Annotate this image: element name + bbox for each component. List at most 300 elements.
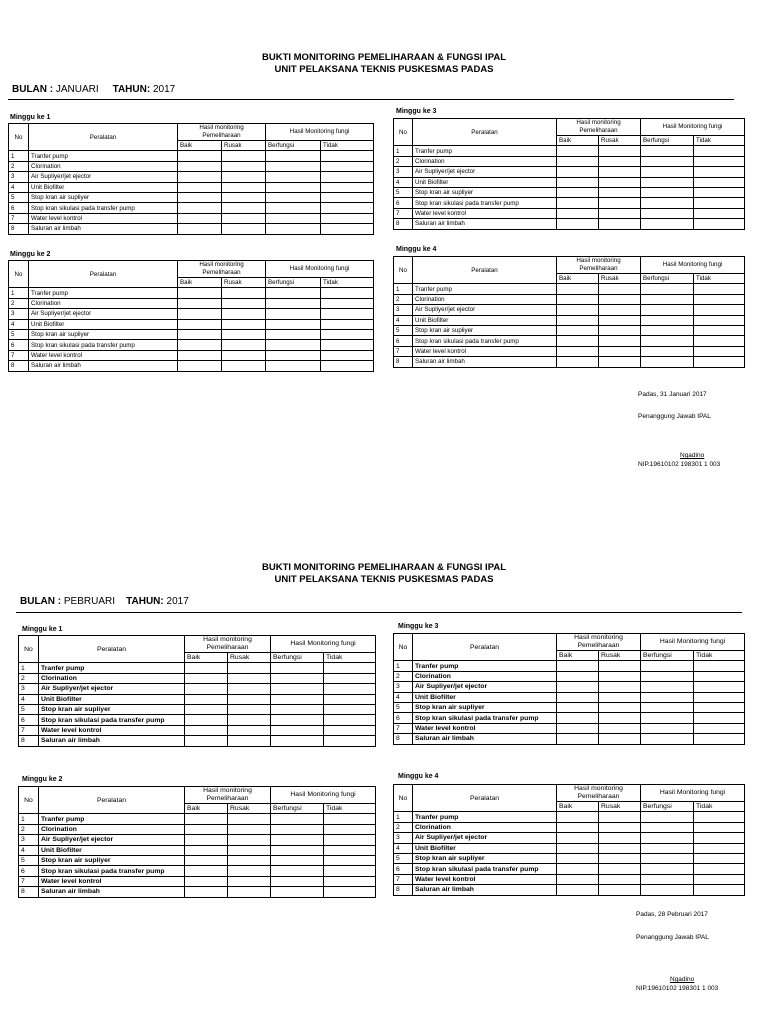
subheader-rusak: Rusak: [222, 141, 266, 151]
equipment-name: Stop kran air supliyer: [39, 855, 185, 865]
check-cell: [324, 673, 376, 683]
row-number: 8: [394, 219, 413, 229]
check-cell: [324, 876, 376, 886]
row-number: 6: [19, 866, 39, 876]
check-cell: [222, 172, 266, 182]
check-cell: [324, 824, 376, 834]
row-number: 1: [19, 663, 39, 673]
table-row: [19, 663, 376, 673]
check-cell: [557, 661, 599, 671]
check-cell: [557, 702, 599, 712]
table-row: [9, 329, 374, 339]
check-cell: [641, 156, 694, 166]
check-cell: [694, 177, 745, 187]
monitoring-table: [8, 260, 374, 372]
row-number: 3: [19, 684, 39, 694]
column-header-peralatan: Peralatan: [39, 787, 185, 814]
equipment-name: Unit Biofilter: [413, 177, 557, 187]
signature-place-date: Padas, 31 Januari 2017: [638, 391, 707, 398]
equipment-name: Air Supliyer/jet ejector: [29, 309, 178, 319]
check-cell: [557, 682, 599, 692]
subheader-baik: Baik: [557, 651, 599, 661]
column-header-peralatan: Peralatan: [29, 261, 178, 288]
table-row: [19, 855, 376, 865]
check-cell: [599, 315, 641, 325]
check-cell: [599, 198, 641, 208]
equipment-name: Saluran air limbah: [413, 734, 557, 744]
check-cell: [641, 833, 694, 843]
check-cell: [222, 361, 266, 371]
check-cell: [694, 833, 745, 843]
row-number: 8: [19, 887, 39, 897]
subheader-rusak: Rusak: [228, 804, 271, 814]
column-header-pemeliharaan: Hasil monitoring Pemeliharaan: [185, 636, 271, 653]
equipment-name: Stop kran air supliyer: [413, 702, 557, 712]
check-cell: [228, 845, 271, 855]
row-number: 2: [394, 156, 413, 166]
subheader-baik: Baik: [178, 141, 222, 151]
equipment-name: Air Supliyer/jet ejector: [39, 835, 185, 845]
check-cell: [178, 319, 222, 329]
row-number: 5: [9, 329, 29, 339]
table-row: [19, 704, 376, 714]
table-row: [394, 661, 745, 671]
table-row: [394, 692, 745, 702]
equipment-name: Unit Biofilter: [29, 182, 178, 192]
column-header-pemeliharaan: Hasil monitoring Pemeliharaan: [557, 119, 641, 136]
row-number: 4: [19, 694, 39, 704]
check-cell: [178, 224, 222, 234]
check-cell: [641, 177, 694, 187]
row-number: 8: [19, 736, 39, 746]
check-cell: [694, 219, 745, 229]
row-number: 5: [19, 855, 39, 865]
column-header-peralatan: Peralatan: [413, 634, 557, 661]
subheader-tidak: Tidak: [694, 136, 745, 146]
equipment-name: Stop kran air supliyer: [39, 704, 185, 714]
check-cell: [266, 213, 321, 223]
check-cell: [557, 325, 599, 335]
check-cell: [599, 734, 641, 744]
equipment-name: Saluran air limbah: [413, 357, 557, 367]
check-cell: [694, 346, 745, 356]
check-cell: [599, 864, 641, 874]
column-header-no: No: [394, 785, 413, 812]
check-cell: [694, 843, 745, 853]
row-number: 3: [9, 172, 29, 182]
subheader-berfungsi: Berfungsi: [271, 804, 324, 814]
check-cell: [271, 835, 324, 845]
check-cell: [641, 713, 694, 723]
table-row: [394, 187, 745, 197]
equipment-name: Water level kontrol: [413, 723, 557, 733]
check-cell: [266, 319, 321, 329]
check-cell: [557, 219, 599, 229]
equipment-name: Unit Biofilter: [413, 692, 557, 702]
check-cell: [185, 694, 228, 704]
column-header-pemeliharaan: Hasil monitoring Pemeliharaan: [557, 634, 641, 651]
check-cell: [228, 725, 271, 735]
row-number: 4: [394, 177, 413, 187]
check-cell: [641, 864, 694, 874]
check-cell: [228, 855, 271, 865]
table-row: [9, 309, 374, 319]
row-number: 7: [19, 725, 39, 735]
equipment-name: Unit Biofilter: [39, 845, 185, 855]
check-cell: [178, 182, 222, 192]
subheader-rusak: Rusak: [228, 653, 271, 663]
check-cell: [599, 822, 641, 832]
check-cell: [599, 812, 641, 822]
check-cell: [599, 713, 641, 723]
check-cell: [321, 298, 374, 308]
check-cell: [228, 736, 271, 746]
check-cell: [641, 146, 694, 156]
equipment-name: Air Supliyer/jet ejector: [413, 833, 557, 843]
equipment-name: Clorination: [39, 824, 185, 834]
monitoring-table: [393, 784, 745, 896]
equipment-name: Clorination: [29, 298, 178, 308]
check-cell: [599, 167, 641, 177]
check-cell: [641, 187, 694, 197]
row-number: 1: [394, 284, 413, 294]
check-cell: [271, 887, 324, 897]
column-header-peralatan: Peralatan: [413, 119, 557, 146]
check-cell: [266, 151, 321, 161]
subheader-berfungsi: Berfungsi: [266, 141, 321, 151]
check-cell: [271, 684, 324, 694]
check-cell: [222, 319, 266, 329]
check-cell: [266, 172, 321, 182]
subheader-baik: Baik: [185, 804, 228, 814]
signature-nip: NIP.19610102 198301 1 003: [638, 461, 721, 468]
check-cell: [557, 336, 599, 346]
check-cell: [266, 203, 321, 213]
subheader-tidak: Tidak: [694, 274, 745, 284]
equipment-name: Clorination: [29, 161, 178, 171]
column-header-pemeliharaan: Hasil monitoring Pemeliharaan: [178, 124, 266, 141]
check-cell: [694, 336, 745, 346]
check-cell: [599, 853, 641, 863]
table-row: [394, 723, 745, 733]
check-cell: [694, 661, 745, 671]
check-cell: [641, 661, 694, 671]
table-row: [394, 219, 745, 229]
equipment-name: Stop kran sikulasi pada transfer pump: [413, 864, 557, 874]
equipment-name: Unit Biofilter: [413, 315, 557, 325]
row-number: 5: [394, 853, 413, 863]
check-cell: [271, 855, 324, 865]
check-cell: [228, 824, 271, 834]
check-cell: [178, 309, 222, 319]
check-cell: [557, 357, 599, 367]
check-cell: [641, 315, 694, 325]
check-cell: [599, 294, 641, 304]
column-header-fungsi: Hasil Monitoring fungi: [641, 257, 745, 274]
check-cell: [178, 298, 222, 308]
check-cell: [599, 208, 641, 218]
check-cell: [321, 288, 374, 298]
check-cell: [641, 208, 694, 218]
equipment-name: Tranfer pump: [39, 663, 185, 673]
check-cell: [599, 692, 641, 702]
subheader-tidak: Tidak: [324, 804, 376, 814]
equipment-name: Clorination: [39, 673, 185, 683]
check-cell: [557, 734, 599, 744]
table-row: [394, 864, 745, 874]
check-cell: [228, 835, 271, 845]
row-number: 6: [394, 336, 413, 346]
check-cell: [694, 156, 745, 166]
check-cell: [694, 864, 745, 874]
check-cell: [557, 198, 599, 208]
check-cell: [641, 734, 694, 744]
row-number: 2: [9, 298, 29, 308]
check-cell: [185, 725, 228, 735]
subheader-berfungsi: Berfungsi: [641, 802, 694, 812]
check-cell: [185, 887, 228, 897]
equipment-name: Stop kran sikulasi pada transfer pump: [413, 336, 557, 346]
row-number: 4: [9, 182, 29, 192]
check-cell: [641, 843, 694, 853]
check-cell: [694, 208, 745, 218]
week-label: Minggu ke 4: [396, 246, 437, 253]
row-number: 4: [19, 845, 39, 855]
column-header-fungsi: Hasil Monitoring fungi: [641, 785, 745, 802]
table-row: [394, 146, 745, 156]
check-cell: [222, 288, 266, 298]
check-cell: [599, 702, 641, 712]
subheader-tidak: Tidak: [694, 651, 745, 661]
subheader-baik: Baik: [557, 274, 599, 284]
check-cell: [228, 876, 271, 886]
check-cell: [557, 885, 599, 895]
month-year-line: BULAN : JANUARI TAHUN: 2017: [12, 84, 176, 95]
table-row: [394, 713, 745, 723]
table-row: [394, 874, 745, 884]
check-cell: [599, 146, 641, 156]
week-label: Minggu ke 3: [396, 108, 437, 115]
equipment-name: Air Supliyer/jet ejector: [29, 172, 178, 182]
check-cell: [185, 824, 228, 834]
row-number: 7: [394, 208, 413, 218]
subheader-rusak: Rusak: [599, 136, 641, 146]
check-cell: [228, 684, 271, 694]
signature-place-date: Padas, 28 Pebruari 2017: [636, 911, 708, 918]
equipment-name: Air Supliyer/jet ejector: [413, 167, 557, 177]
check-cell: [185, 684, 228, 694]
check-cell: [321, 224, 374, 234]
monitoring-table: [8, 123, 374, 235]
table-row: [394, 167, 745, 177]
row-number: 7: [19, 876, 39, 886]
equipment-name: Air Supliyer/jet ejector: [413, 305, 557, 315]
check-cell: [271, 704, 324, 714]
check-cell: [324, 663, 376, 673]
check-cell: [557, 146, 599, 156]
monitoring-table: [18, 786, 376, 898]
check-cell: [557, 833, 599, 843]
row-number: 6: [9, 340, 29, 350]
check-cell: [222, 350, 266, 360]
check-cell: [178, 172, 222, 182]
table-row: [19, 824, 376, 834]
check-cell: [324, 845, 376, 855]
table-row: [9, 151, 374, 161]
check-cell: [321, 350, 374, 360]
check-cell: [185, 814, 228, 824]
row-number: 3: [394, 682, 413, 692]
check-cell: [694, 187, 745, 197]
column-header-fungsi: Hasil Monitoring fungi: [641, 634, 745, 651]
check-cell: [694, 325, 745, 335]
check-cell: [266, 350, 321, 360]
table-row: [9, 319, 374, 329]
monitoring-table: [393, 633, 745, 745]
equipment-name: Tranfer pump: [39, 814, 185, 824]
check-cell: [266, 288, 321, 298]
table-row: [394, 682, 745, 692]
check-cell: [321, 329, 374, 339]
subheader-tidak: Tidak: [694, 802, 745, 812]
equipment-name: Stop kran sikulasi pada transfer pump: [39, 715, 185, 725]
table-row: [394, 357, 745, 367]
check-cell: [178, 161, 222, 171]
check-cell: [599, 885, 641, 895]
check-cell: [641, 357, 694, 367]
check-cell: [599, 219, 641, 229]
row-number: 4: [394, 843, 413, 853]
column-header-no: No: [9, 124, 29, 151]
equipment-name: Stop kran air supliyer: [29, 192, 178, 202]
check-cell: [599, 336, 641, 346]
table-row: [9, 203, 374, 213]
check-cell: [321, 172, 374, 182]
check-cell: [321, 182, 374, 192]
check-cell: [266, 192, 321, 202]
equipment-name: Stop kran sikulasi pada transfer pump: [29, 203, 178, 213]
check-cell: [694, 167, 745, 177]
check-cell: [222, 340, 266, 350]
check-cell: [222, 329, 266, 339]
check-cell: [324, 684, 376, 694]
equipment-name: Clorination: [413, 822, 557, 832]
check-cell: [599, 661, 641, 671]
column-header-fungsi: Hasil Monitoring fungi: [266, 261, 374, 278]
check-cell: [641, 671, 694, 681]
table-row: [394, 208, 745, 218]
week-label: Minggu ke 2: [10, 251, 51, 258]
check-cell: [599, 177, 641, 187]
check-cell: [694, 284, 745, 294]
check-cell: [694, 682, 745, 692]
row-number: 2: [394, 294, 413, 304]
check-cell: [694, 723, 745, 733]
monitoring-table: [18, 635, 376, 747]
check-cell: [641, 305, 694, 315]
check-cell: [271, 866, 324, 876]
check-cell: [641, 822, 694, 832]
check-cell: [694, 734, 745, 744]
table-row: [19, 673, 376, 683]
check-cell: [557, 843, 599, 853]
table-row: [19, 835, 376, 845]
check-cell: [641, 692, 694, 702]
table-row: [19, 694, 376, 704]
subheader-berfungsi: Berfungsi: [266, 278, 321, 288]
check-cell: [641, 198, 694, 208]
column-header-no: No: [9, 261, 29, 288]
check-cell: [324, 736, 376, 746]
check-cell: [178, 340, 222, 350]
column-header-no: No: [394, 119, 413, 146]
equipment-name: Saluran air limbah: [413, 219, 557, 229]
table-row: [9, 192, 374, 202]
week-label: Minggu ke 4: [398, 773, 439, 780]
row-number: 3: [394, 167, 413, 177]
row-number: 2: [394, 822, 413, 832]
check-cell: [599, 284, 641, 294]
equipment-name: Air Supliyer/jet ejector: [39, 684, 185, 694]
week-label: Minggu ke 1: [10, 114, 51, 121]
row-number: 7: [394, 874, 413, 884]
check-cell: [641, 346, 694, 356]
check-cell: [641, 812, 694, 822]
check-cell: [557, 156, 599, 166]
check-cell: [641, 325, 694, 335]
check-cell: [557, 294, 599, 304]
check-cell: [321, 213, 374, 223]
equipment-name: Clorination: [413, 294, 557, 304]
check-cell: [222, 203, 266, 213]
month-year-line: BULAN : PEBRUARI TAHUN: 2017: [20, 596, 189, 607]
table-row: [394, 843, 745, 853]
subheader-tidak: Tidak: [324, 653, 376, 663]
check-cell: [266, 298, 321, 308]
table-row: [19, 814, 376, 824]
check-cell: [557, 208, 599, 218]
equipment-name: Stop kran sikulasi pada transfer pump: [413, 713, 557, 723]
check-cell: [641, 167, 694, 177]
row-number: 7: [394, 723, 413, 733]
row-number: 5: [394, 702, 413, 712]
check-cell: [557, 315, 599, 325]
column-header-peralatan: Peralatan: [413, 257, 557, 284]
table-row: [394, 294, 745, 304]
column-header-pemeliharaan: Hasil monitoring Pemeliharaan: [557, 257, 641, 274]
table-row: [394, 284, 745, 294]
check-cell: [222, 224, 266, 234]
check-cell: [222, 161, 266, 171]
check-cell: [178, 350, 222, 360]
table-row: [9, 172, 374, 182]
check-cell: [271, 725, 324, 735]
check-cell: [599, 346, 641, 356]
equipment-name: Air Supliyer/jet ejector: [413, 682, 557, 692]
check-cell: [266, 309, 321, 319]
check-cell: [271, 845, 324, 855]
check-cell: [178, 151, 222, 161]
equipment-name: Saluran air limbah: [29, 224, 178, 234]
check-cell: [271, 824, 324, 834]
check-cell: [599, 357, 641, 367]
equipment-name: Unit Biofilter: [39, 694, 185, 704]
equipment-name: Saluran air limbah: [413, 885, 557, 895]
check-cell: [694, 885, 745, 895]
check-cell: [694, 822, 745, 832]
week-label: Minggu ke 3: [398, 623, 439, 630]
row-number: 7: [9, 213, 29, 223]
